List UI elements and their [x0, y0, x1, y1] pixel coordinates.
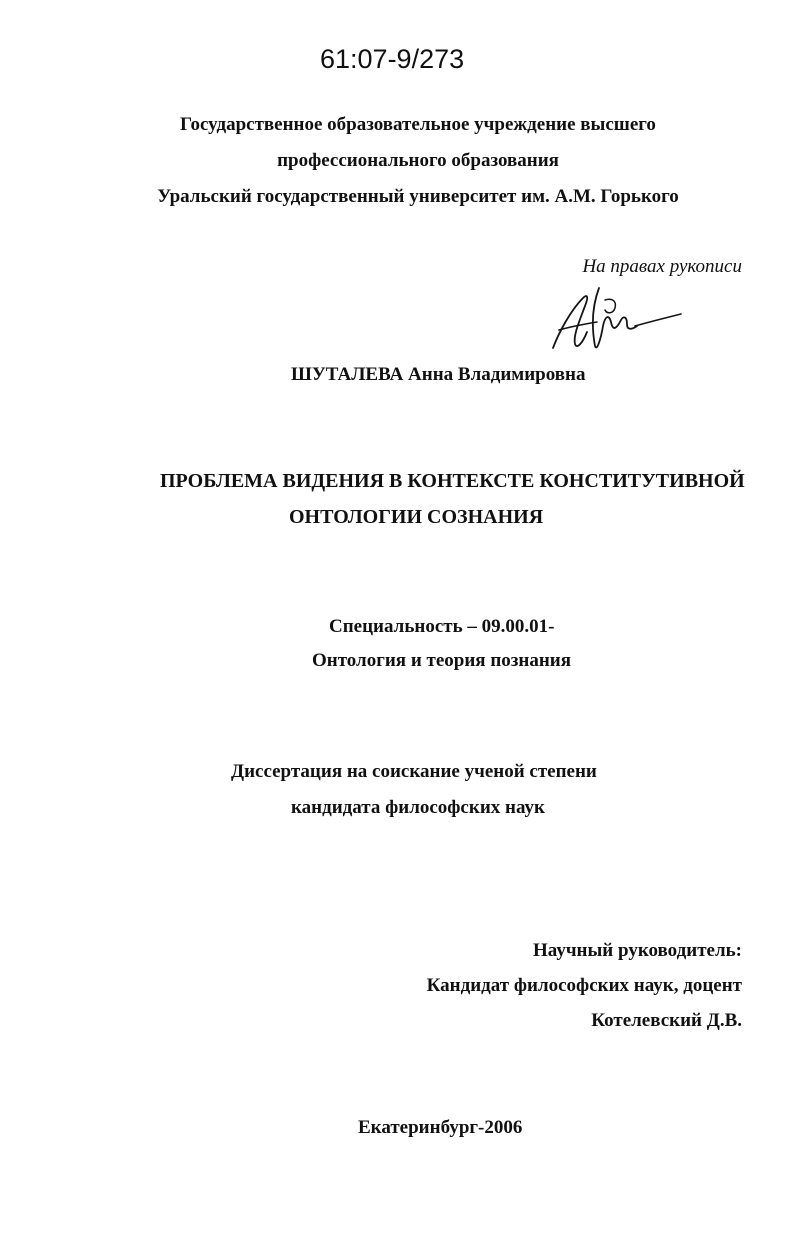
author-name: ШУТАЛЕВА Анна Владимировна — [291, 364, 586, 385]
supervisor-label: Научный руководитель: — [533, 940, 742, 961]
institution-line-1: Государственное образовательное учреждение высшего — [180, 114, 656, 135]
degree-line-1: Диссертация на соискание ученой степени — [231, 761, 597, 782]
degree-line-2: кандидата философских наук — [291, 797, 545, 818]
specialty-name: Онтология и теория познания — [312, 650, 572, 671]
supervisor-degree: Кандидат философских наук, доцент — [426, 975, 742, 996]
city-year: Екатеринбург-2006 — [358, 1117, 523, 1138]
dissertation-title-line-1: ПРОБЛЕМА ВИДЕНИЯ В КОНТЕКСТЕ КОНСТИТУТИВНОЙ — [160, 470, 745, 492]
dissertation-title-line-2: ОНТОЛОГИИ СОЗНАНИЯ — [289, 506, 544, 528]
catalog-code: 61:07-9/273 — [320, 44, 465, 74]
specialty-code: Специальность – 09.00.01- — [329, 616, 555, 637]
institution-line-2: профессионального образования — [277, 150, 559, 171]
handwritten-signature — [545, 280, 685, 355]
supervisor-name: Котелевский Д.В. — [591, 1010, 742, 1031]
institution-line-3: Уральский государственный университет им. А.М. Горького — [157, 186, 679, 207]
rights-note: На правах рукописи — [582, 256, 742, 277]
